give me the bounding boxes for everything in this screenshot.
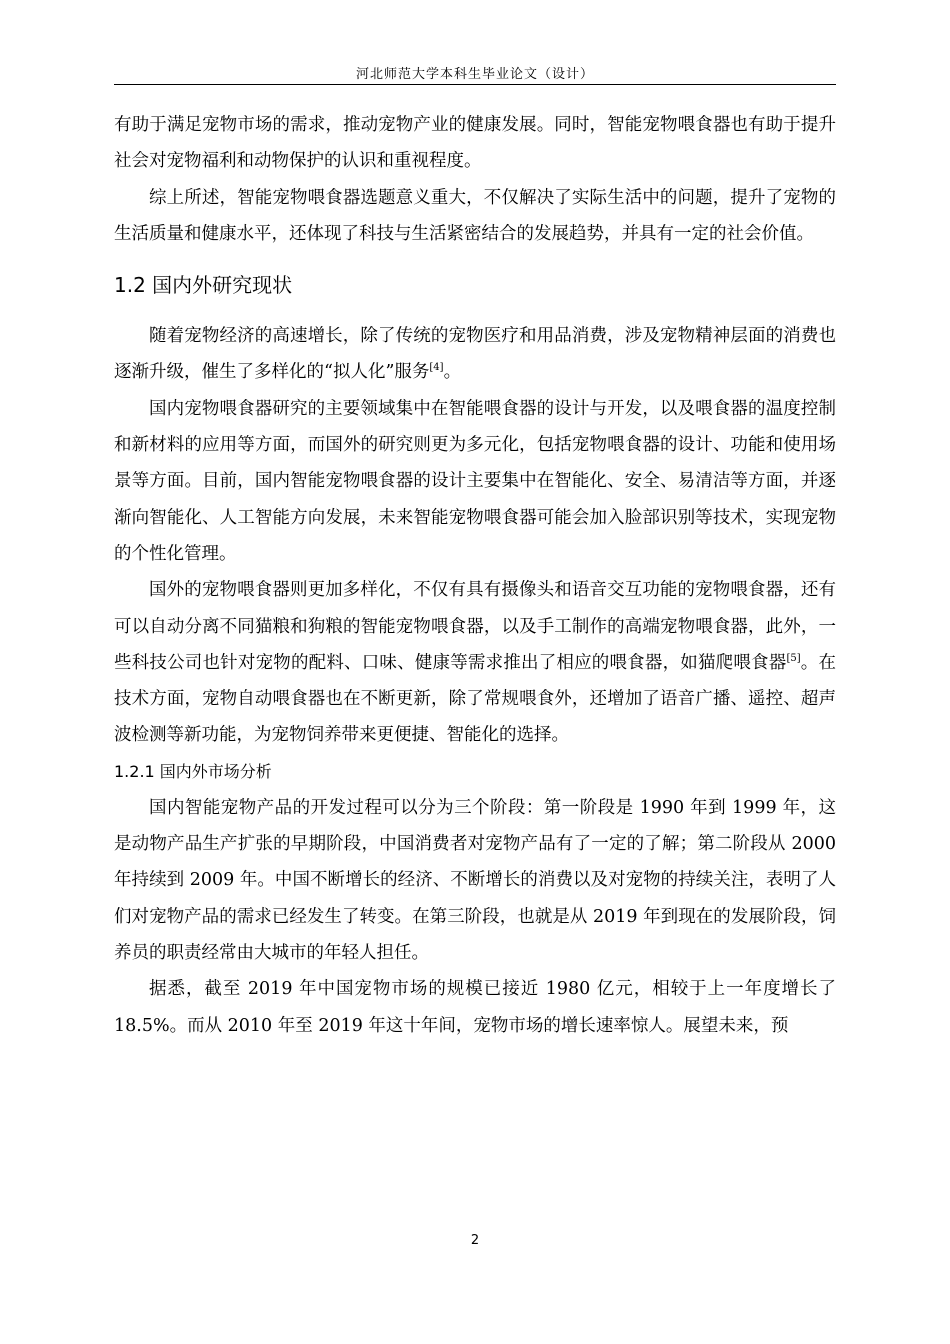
paragraph-development-stages: 国内智能宠物产品的开发过程可以分为三个阶段：第一阶段是 1990 年到 1999 年，这是动物产品生产扩张的早期阶段，中国消费者对宠物产品有了一定的了解；第二阶段从 2000 年持续到 2009 年。中国不断增长的经济、不断增长的消费以及对宠物的持续关注，表明了人们对宠物产品的需求已经发生了转变。在第三阶段，也就是从 2019 年到现在的发展阶段，饲养员的职责经常由大城市的年轻人担任。 bbox=[114, 797, 836, 963]
subsection-heading: 1.2.1 国内外市场分析 bbox=[114, 761, 272, 781]
header-divider bbox=[114, 84, 836, 85]
paragraph-text: 随着宠物经济的高速增长，除了传统的宠物医疗和用品消费，涉及宠物精神层面的消费也逐渐升级，催生了多样化的“拟人化”服务 bbox=[114, 326, 836, 383]
paragraph-foreign-research bbox=[114, 572, 836, 753]
page-body bbox=[114, 107, 836, 1044]
paragraph-domestic-research: 国内宠物喂食器研究的主要领域集中在智能喂食器的设计与开发，以及喂食器的温度控制和新材料的应用等方面，而国外的研究则更为多元化，包括宠物喂食器的设计、功能和使用场景等方面。目前，国内智能宠物喂食器的设计主要集中在智能化、安全、易清洁等方面，并逐渐向智能化、人工智能方向发展，未来智能宠物喂食器可能会加入脸部识别等技术，实现宠物的个性化管理。 bbox=[114, 398, 836, 564]
paragraph-continued: 有助于满足宠物市场的需求，推动宠物产业的健康发展。同时，智能宠物喂食器也有助于提升社会对宠物福利和动物保护的认识和重视程度。 bbox=[114, 115, 836, 172]
paragraph-market-size: 据悉，截至 2019 年中国宠物市场的规模已接近 1980 亿元，相较于上一年度增长了 18.5%。而从 2010 年至 2019 年这十年间，宠物市场的增长速率惊人。展望未来，预 bbox=[114, 979, 836, 1036]
paragraph-summary: 综上所述，智能宠物喂食器选题意义重大，不仅解决了实际生活中的问题，提升了宠物的生活质量和健康水平，还体现了科技与生活紧密结合的发展趋势，并具有一定的社会价值。 bbox=[114, 187, 836, 244]
citation-5: [5] bbox=[786, 652, 801, 664]
page-number: 2 bbox=[470, 1233, 480, 1248]
paragraph-pet-economy bbox=[114, 318, 836, 391]
citation-4: [4] bbox=[429, 362, 444, 374]
paragraph-text-end: 。在技术方面，宠物自动喂食器也在不断更新，除了常规喂食外，还增加了语音广播、遥控、超声波检测等新功能，为宠物饲养带来更便捷、智能化的选择。 bbox=[114, 652, 837, 746]
running-header: 河北师范大学本科生毕业论文（设计） bbox=[355, 67, 594, 82]
paragraph-text-end: 。 bbox=[443, 362, 462, 383]
section-heading: 1.2 国内外研究现状 bbox=[114, 273, 293, 298]
paragraph-text: 国外的宠物喂食器则更加多样化，不仅有具有摄像头和语音交互功能的宠物喂食器，还有可以自动分离不同猫粮和狗粮的智能宠物喂食器，以及手工制作的高端宠物喂食器，此外，一些科技公司也针对宠物的配料、口味、健康等需求推出了相应的喂食器，如猫爬喂食器 bbox=[114, 580, 836, 673]
